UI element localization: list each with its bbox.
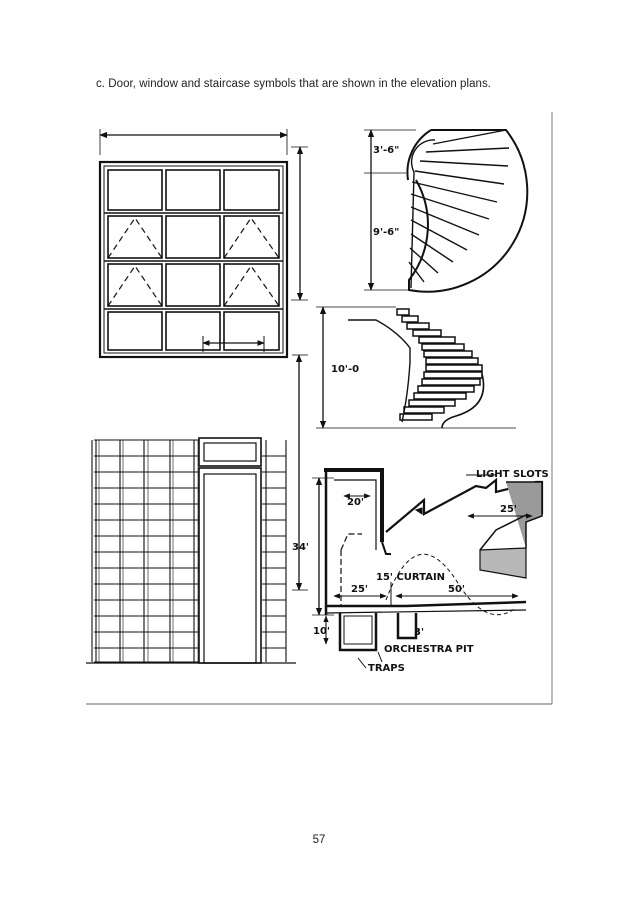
- stage-25-label: 25': [351, 584, 368, 595]
- pit-10-label: 10': [313, 626, 330, 637]
- figure-caption: c. Door, window and staircase symbols that are shown in the elevation plans.: [96, 78, 492, 90]
- curtain-label: 15' CURTAIN: [376, 572, 446, 583]
- height-34-label: 34': [292, 542, 309, 553]
- pit-3-label: 3': [414, 627, 425, 638]
- page-number: 57: [312, 834, 326, 846]
- stair-height-dimension-label: 10'-0: [331, 364, 360, 375]
- auditorium-50-label: 50': [448, 584, 465, 595]
- orchestra-pit-label: ORCHESTRA PIT: [384, 644, 474, 655]
- fly-tower-20-label: 20': [347, 497, 364, 508]
- masonry-wall-door-elevation: [86, 355, 308, 663]
- symbols-figure: [86, 110, 554, 705]
- spiral-stair-elevation: [316, 307, 516, 428]
- spiral-stair-plan: [364, 130, 527, 292]
- stage-section-drawing: [292, 469, 549, 674]
- stair-lower-dimension-label: 9'-6": [373, 227, 400, 238]
- traps-label: TRAPS: [368, 663, 405, 674]
- light-slots-label: LIGHT SLOTS: [476, 469, 549, 480]
- stair-upper-dimension-label: 3'-6": [373, 145, 400, 156]
- window-elevation-drawing: [100, 129, 308, 357]
- casement-swing-lines: [108, 218, 279, 306]
- auditorium-25-label: 25': [500, 504, 517, 515]
